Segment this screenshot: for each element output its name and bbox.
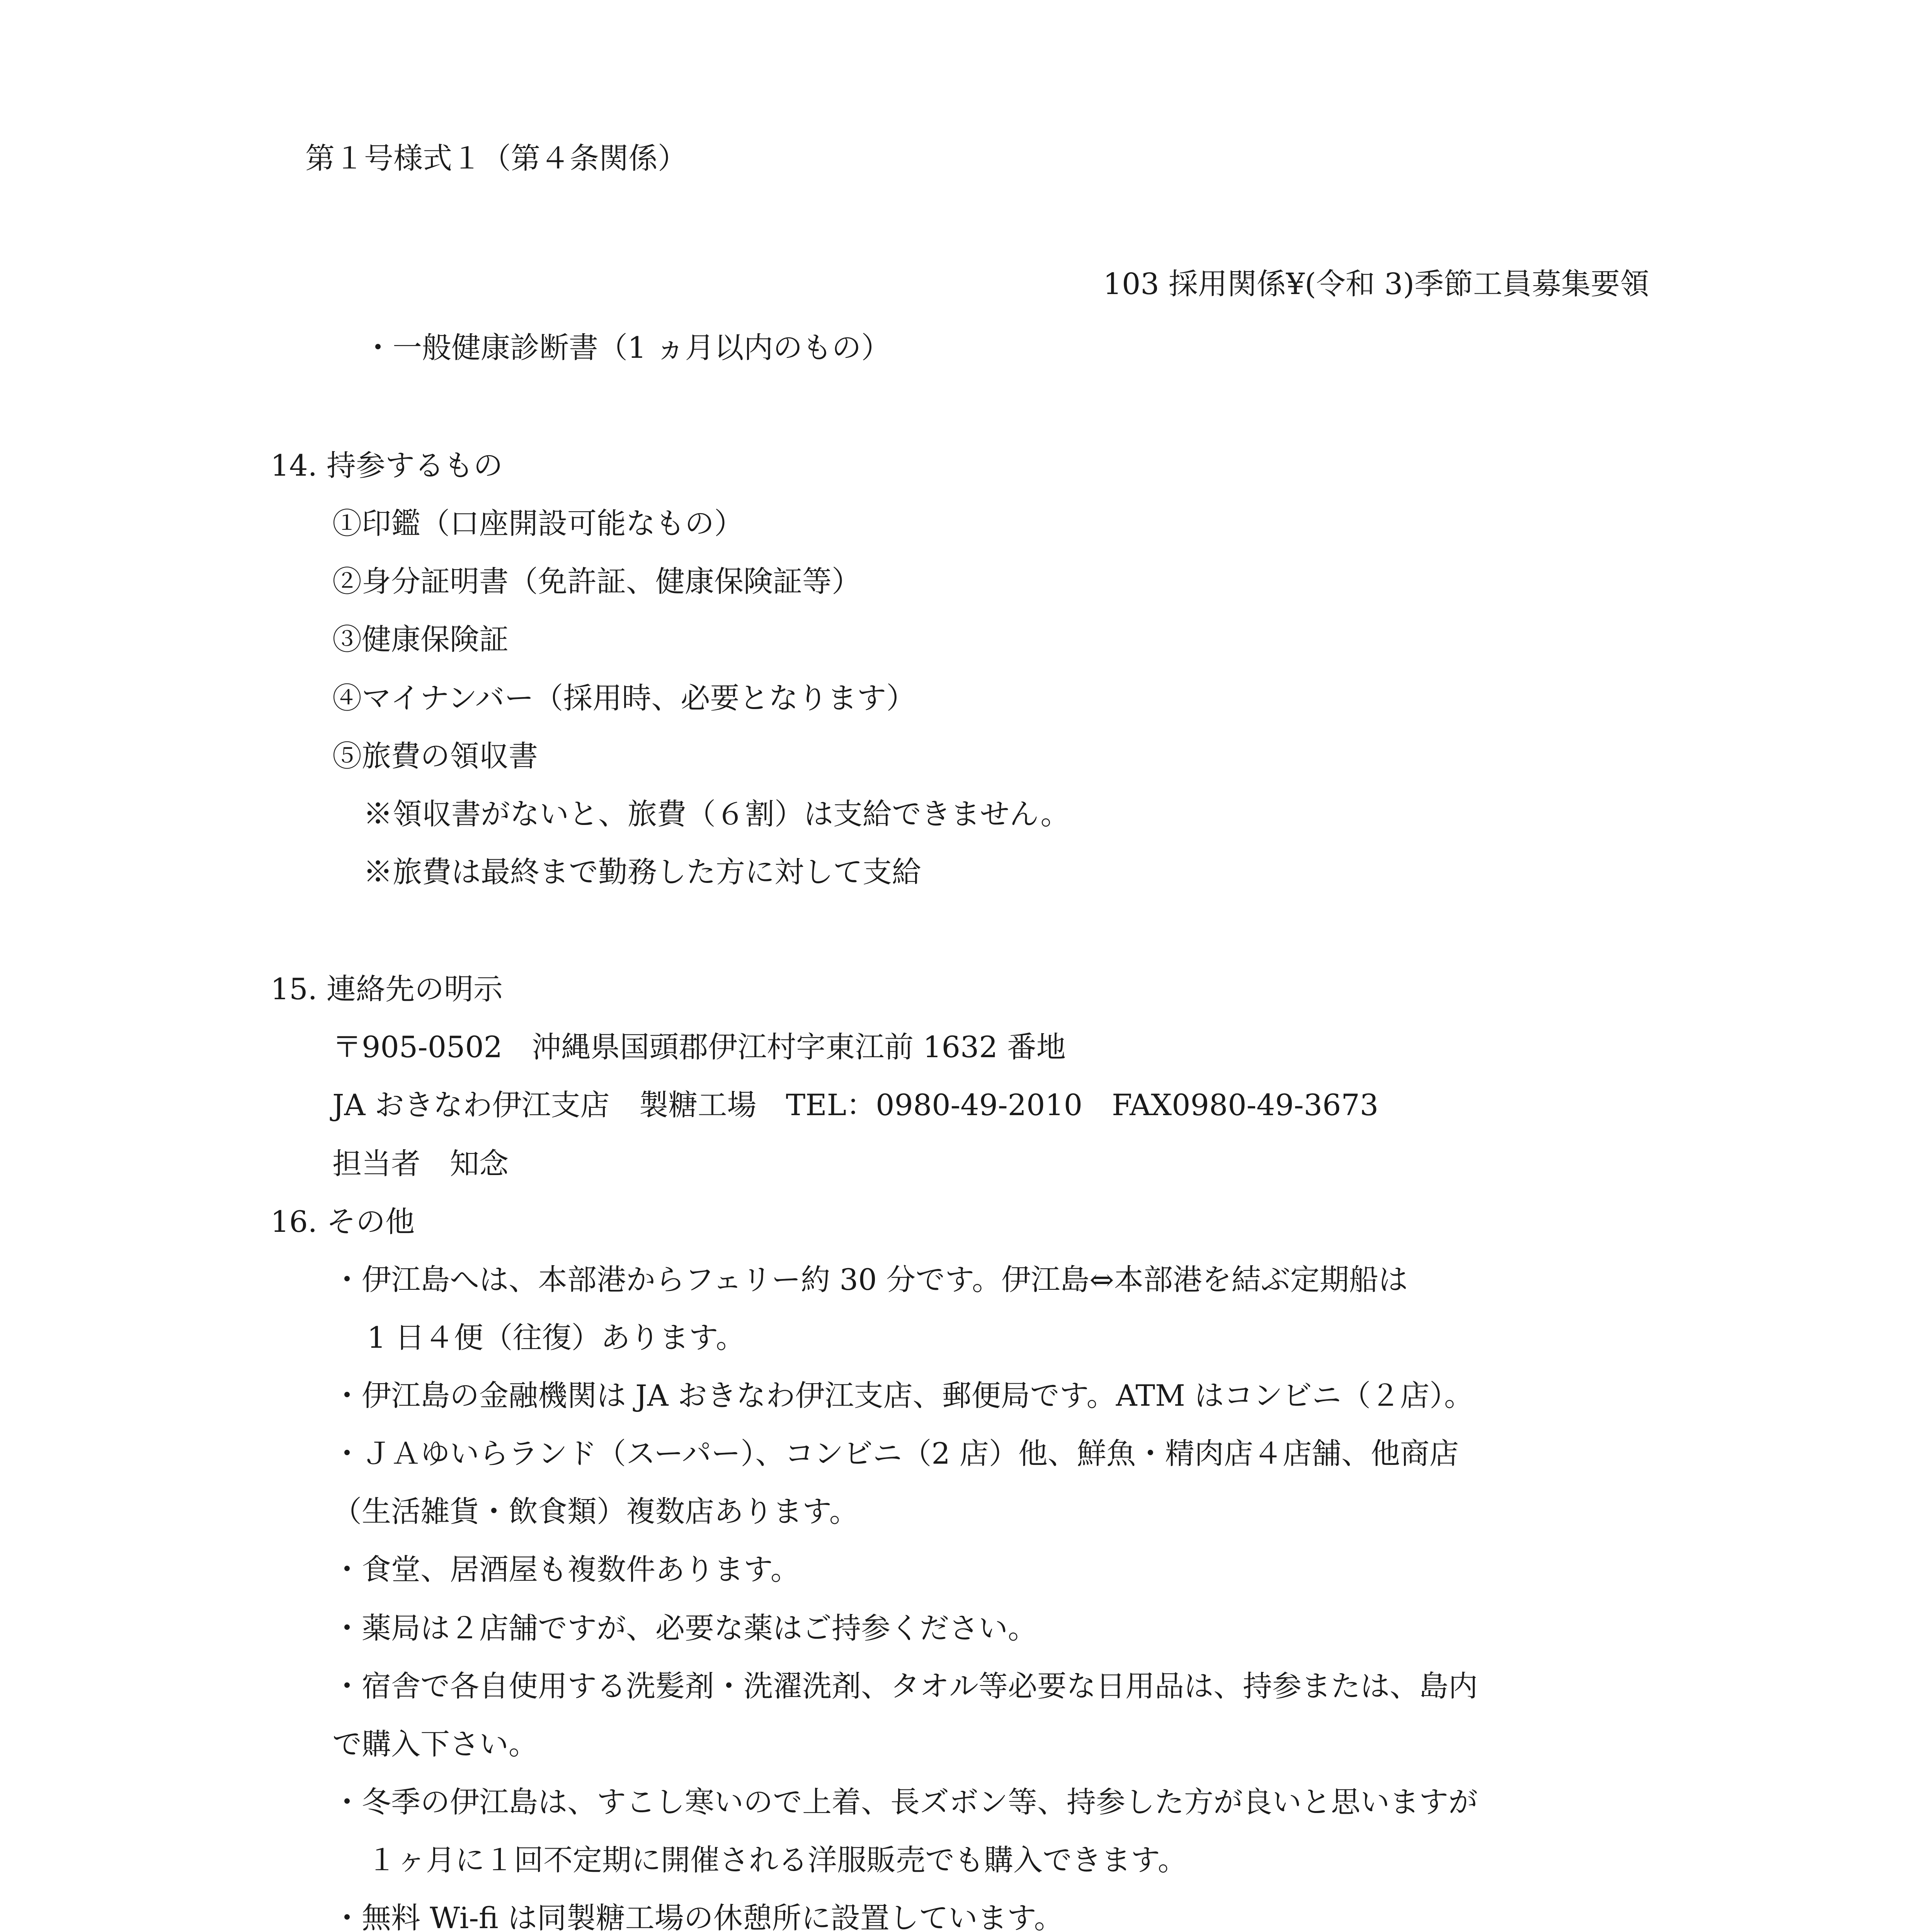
list-item: ・薬局は２店舗ですが、必要な薬はご持参ください。 <box>332 1611 1037 1645</box>
note: ※領収書がないと、旅費（６割）は支給できません。 <box>363 797 1070 831</box>
section-14-heading: 14. 持参するもの <box>271 448 503 483</box>
list-item: ⑤旅費の領収書 <box>332 739 538 773</box>
list-item: ③健康保険証 <box>332 622 509 656</box>
list-item: ・伊江島へは、本部港からフェリー約 30 分です。伊江島⇔本部港を結ぶ定期船は <box>332 1262 1408 1297</box>
contact-office: JA おきなわ伊江支店 製糖工場 TEL：0980-49-2010 FAX0980-49-3673 <box>332 1088 1379 1122</box>
document-title: 103 採用関係¥(令和 3)季節工員募集要領 <box>1103 267 1649 301</box>
list-item-continuation: 1 日４便（往復）あります。 <box>367 1320 745 1355</box>
list-item: ・冬季の伊江島は、すこし寒いので上着、長ズボン等、持参した方が良いと思いますが <box>332 1785 1478 1819</box>
list-item: ・無料 Wi-fi は同製糖工場の休憩所に設置しています。 <box>332 1901 1063 1932</box>
contact-person: 担当者 知念 <box>332 1146 509 1181</box>
contact-address: 〒905-0502 沖縄県国頭郡伊江村字東江前 1632 番地 <box>332 1030 1066 1064</box>
list-item: ・ＪＡゆいらランド（スーパー）、コンビニ（2 店）他、鮮魚・精肉店４店舗、他商店 <box>332 1436 1459 1471</box>
note: ※旅費は最終まで勤務した方に対して支給 <box>363 855 921 889</box>
list-item-continuation: １ヶ月に１回不定期に開催される洋服販売でも購入できます。 <box>367 1843 1187 1877</box>
list-item: ④マイナンバー（採用時、必要となります） <box>332 681 916 715</box>
list-item-continuation: （生活雑貨・飲食類）複数店あります。 <box>332 1494 859 1529</box>
list-item: ②身分証明書（免許証、健康保険証等） <box>332 564 861 599</box>
section-16-heading: 16. その他 <box>271 1204 415 1239</box>
list-item-continuation: で購入下さい。 <box>332 1727 538 1761</box>
form-label: 第１号様式１（第４条関係） <box>305 141 687 175</box>
section-15-heading: 15. 連絡先の明示 <box>271 972 503 1006</box>
list-item: ・一般健康診断書（1 ヵ月以内のもの） <box>363 330 891 365</box>
list-item: ・食堂、居酒屋も複数件あります。 <box>332 1552 800 1587</box>
list-item: ・宿舎で各自使用する洗髪剤・洗濯洗剤、タオル等必要な日用品は、持参または、島内 <box>332 1669 1478 1703</box>
list-item: ・伊江島の金融機関は JA おきなわ伊江支店、郵便局です。ATM はコンビニ（２店）。 <box>332 1378 1474 1413</box>
list-item: ①印鑑（口座開設可能なもの） <box>332 506 744 541</box>
